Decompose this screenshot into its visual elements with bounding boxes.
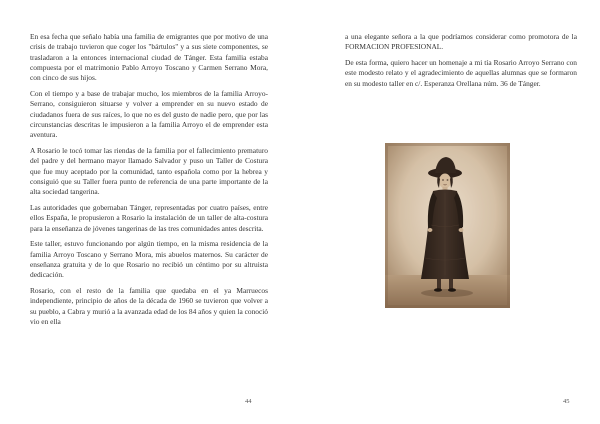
paragraph: Rosario, con el resto de la familia que quedaba en el ya Marruecos independiente, principio de años de la década de 1960 se tuvieron que volver a su pueblo, a Cabra y murió a la avanzada edad de los 84 años y quien la conoció vio en ella: [30, 286, 268, 326]
page-number: 45: [563, 398, 570, 405]
page-number: 44: [245, 398, 252, 405]
paragraph: A Rosario le tocó tomar las riendas de la familia por el fallecimiento prematuro del padre y del hermano mayor llamado Salvador y puso un Taller de Costura que fue muy aceptado por la comunidad, tanto española como por la hebrea y consiguió que su Taller fuera punto de referencia de una parte importante de la alta sociedad tangerina.: [30, 145, 268, 197]
paragraph: a una elegante señora a la que podríamos considerar como promotora de la FORMACION PROFESIONAL.: [345, 32, 577, 52]
right-page-text: [345, 32, 577, 94]
paragraph: De esta forma, quiero hacer un homenaje a mi tía Rosario Arroyo Serrano con este modesto relato y el agradecimiento de aquellas alumnas que se formaron en su modesto taller en c/. Esperanza Orellana núm. 36 de Tánger.: [345, 58, 577, 88]
right-page: [300, 0, 600, 424]
paragraph: Las autoridades que gobernaban Tánger, representadas por cuatro países, entre ellos España, le propusieron a Rosario la instalación de un taller de alta-costura para la enseñanza de jóvenes tangerinas de las tres comunidades antes descrita.: [30, 202, 268, 233]
paragraph: En esa fecha que señalo había una familia de emigrantes que por motivo de una crisis de trabajo tuvieron que coger los "bártulos" y a sus siete componentes, se trasladaron a la entonces internacional ciudad de Tánger. Esta familia estaba compuesta por el matrimonio Pablo Arroyo Toscano y Carmen Serrano Mora, con cinco de sus hijos.: [30, 32, 268, 83]
paragraph: Con el tiempo y a base de trabajar mucho, los miembros de la familia Arroyo-Serrano, consiguieron situarse y volver a emprender en su nuevo estado de ciudadanos fuera de sus raíces, lo que no es del gusto de nadie pero, que por las circunstancias descritas le impusieron a la familia Arroyo el de emprender esta aventura.: [30, 88, 268, 140]
paragraph: Este taller, estuvo funcionando por algún tiempo, en la misma residencia de la familia Arroyo Toscano y Serrano Mora, mis abuelos maternos. Su carácter de enseñanza gratuita y de lo que Rosario no recibió un céntimo por su altruista dedicación.: [30, 239, 268, 280]
left-page-text: [30, 32, 268, 333]
portrait-photo: [385, 143, 510, 308]
